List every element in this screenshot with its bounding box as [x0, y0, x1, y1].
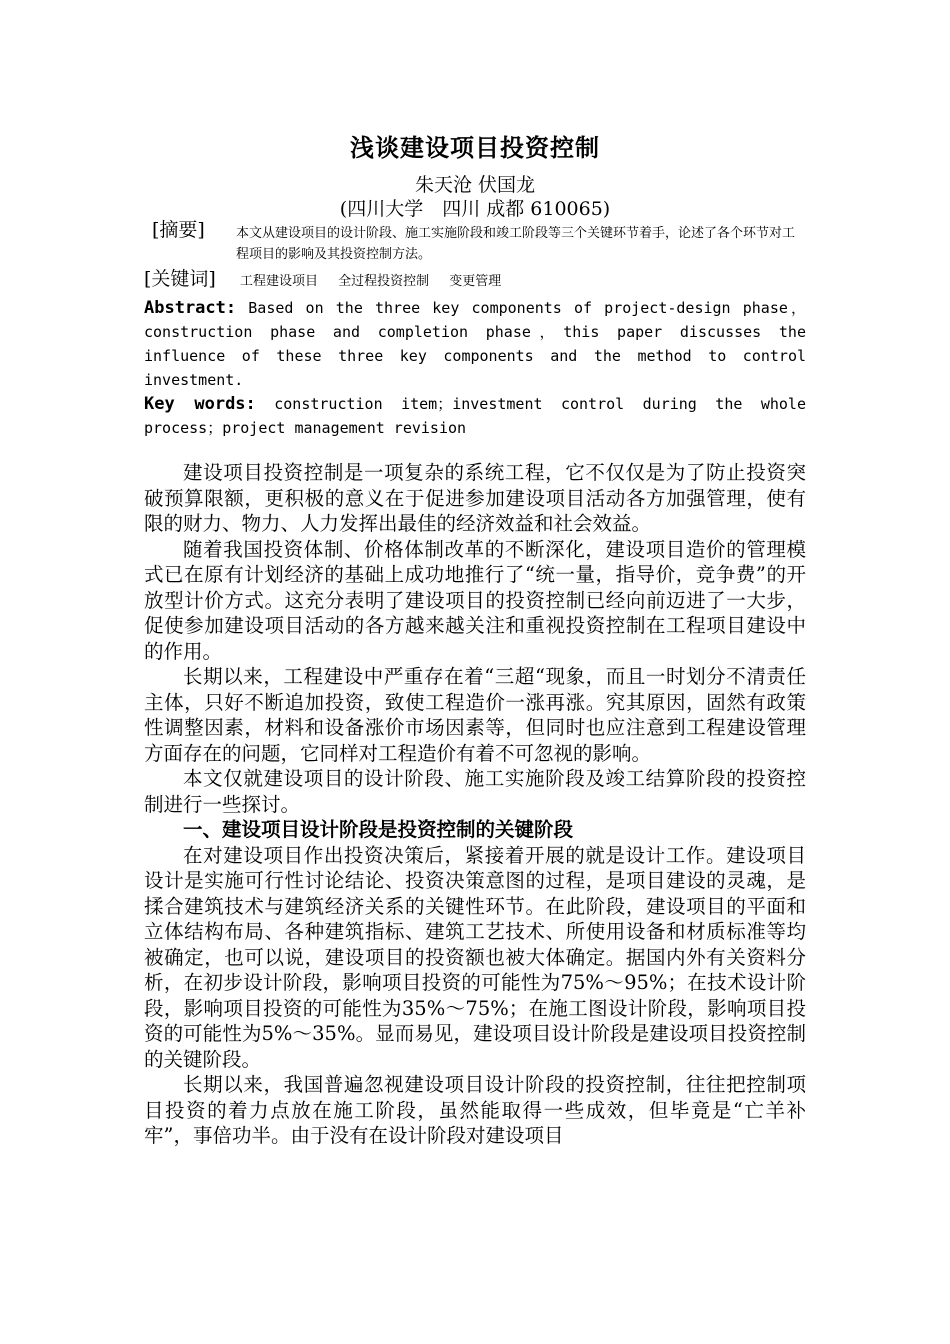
keywords-en [144, 392, 806, 440]
section-heading: 一、建设项目设计阶段是投资控制的关键阶段 [183, 818, 574, 841]
keywords-en-text: construction item；investment control during the whole process；project management revision [144, 395, 806, 437]
body-paragraph: 随着我国投资体制、价格体制改革的不断深化，建设项目造价的管理模式已在原有计划经济的基础上成功地推行了“统一量，指导价，竞争费”的开放型计价方式。这充分表明了建设项目的投资控制已经向前迈进了一大步，促使参加建设项目活动的各方越来越关注和重视投资控制在工程项目建设中的作用。 [144, 537, 806, 663]
abstract-en-text: Based on the three key components of project-design phase，construction phase and completion phase，this paper discusses the influence of these three key components and the method to control investment. [144, 299, 806, 389]
keywords-en-label: Key words: [144, 394, 256, 414]
body-paragraph: 本文仅就建设项目的设计阶段、施工实施阶段及竣工结算阶段的投资控制进行一些探讨。 [144, 767, 806, 816]
body-paragraph: 建设项目投资控制是一项复杂的系统工程，它不仅仅是为了防止投资突破预算限额，更积极的意义在于促进参加建设项目活动各方加强管理，使有限的财力、物力、人力发挥出最佳的经济效益和社会效益。 [144, 461, 806, 535]
body-paragraph: 长期以来，工程建设中严重存在着“三超“现象，而且一时划分不清责任主体，只好不断追加投资，致使工程造价一涨再涨。究其原因，固然有政策性调整因素，材料和设备涨价市场因素等，但同时也应注意到工程建设管理方面存在的问题，它同样对工程造价有着不可忽视的影响。 [144, 665, 806, 765]
abstract-cn [144, 219, 806, 265]
abstract-cn-label: [摘要] [152, 219, 205, 241]
keywords-cn [144, 265, 806, 296]
keyword-cn-item: 工程建设项目 [239, 274, 318, 289]
paper-page [144, 128, 806, 1149]
paper-authors: 朱天沧 伏国龙 [414, 174, 536, 196]
paper-title: 浅谈建设项目投资控制 [350, 134, 600, 162]
keywords-cn-label: [关键词] [144, 268, 216, 290]
paper-affiliation: (四川大学 四川 成都 610065) [339, 198, 611, 220]
keyword-cn-item: 全过程投资控制 [338, 274, 430, 289]
abstract-en-label: Abstract: [144, 298, 237, 318]
abstract-en [144, 296, 806, 392]
abstract-cn-text: 本文从建设项目的设计阶段、施工实施阶段和竣工阶段等三个关键环节着手，论述了各个环节对工程项目的影响及其投资控制方法。 [236, 226, 796, 262]
body-paragraph: 长期以来，我国普遍忽视建设项目设计阶段的投资控制，往往把控制项目投资的着力点放在施工阶段，虽然能取得一些成效，但毕竟是“亡羊补牢”，事倍功半。由于没有在设计阶段对建设项目 [144, 1073, 806, 1147]
body-paragraph: 在对建设项目作出投资决策后，紧接着开展的就是设计工作。建设项目设计是实施可行性讨论结论、投资决策意图的过程，是项目建设的灵魂，是揉合建筑技术与建筑经济关系的关键性环节。在此阶段，建设项目的平面和立体结构布局、各种建筑指标、建筑工艺技术、所使用设备和材质标准等均被确定，也可以说，建设项目的投资额也被大体确定。据国内外有关资料分析，在初步设计阶段，影响项目投资的可能性为75%～95%；在技术设计阶段，影响项目投资的可能性为35%～75%；在施工图设计阶段，影响项目投资的可能性为5%～35%。显而易见，建设项目设计阶段是建设项目投资控制的关键阶段。 [144, 843, 806, 1071]
keyword-cn-item: 变更管理 [449, 274, 502, 289]
